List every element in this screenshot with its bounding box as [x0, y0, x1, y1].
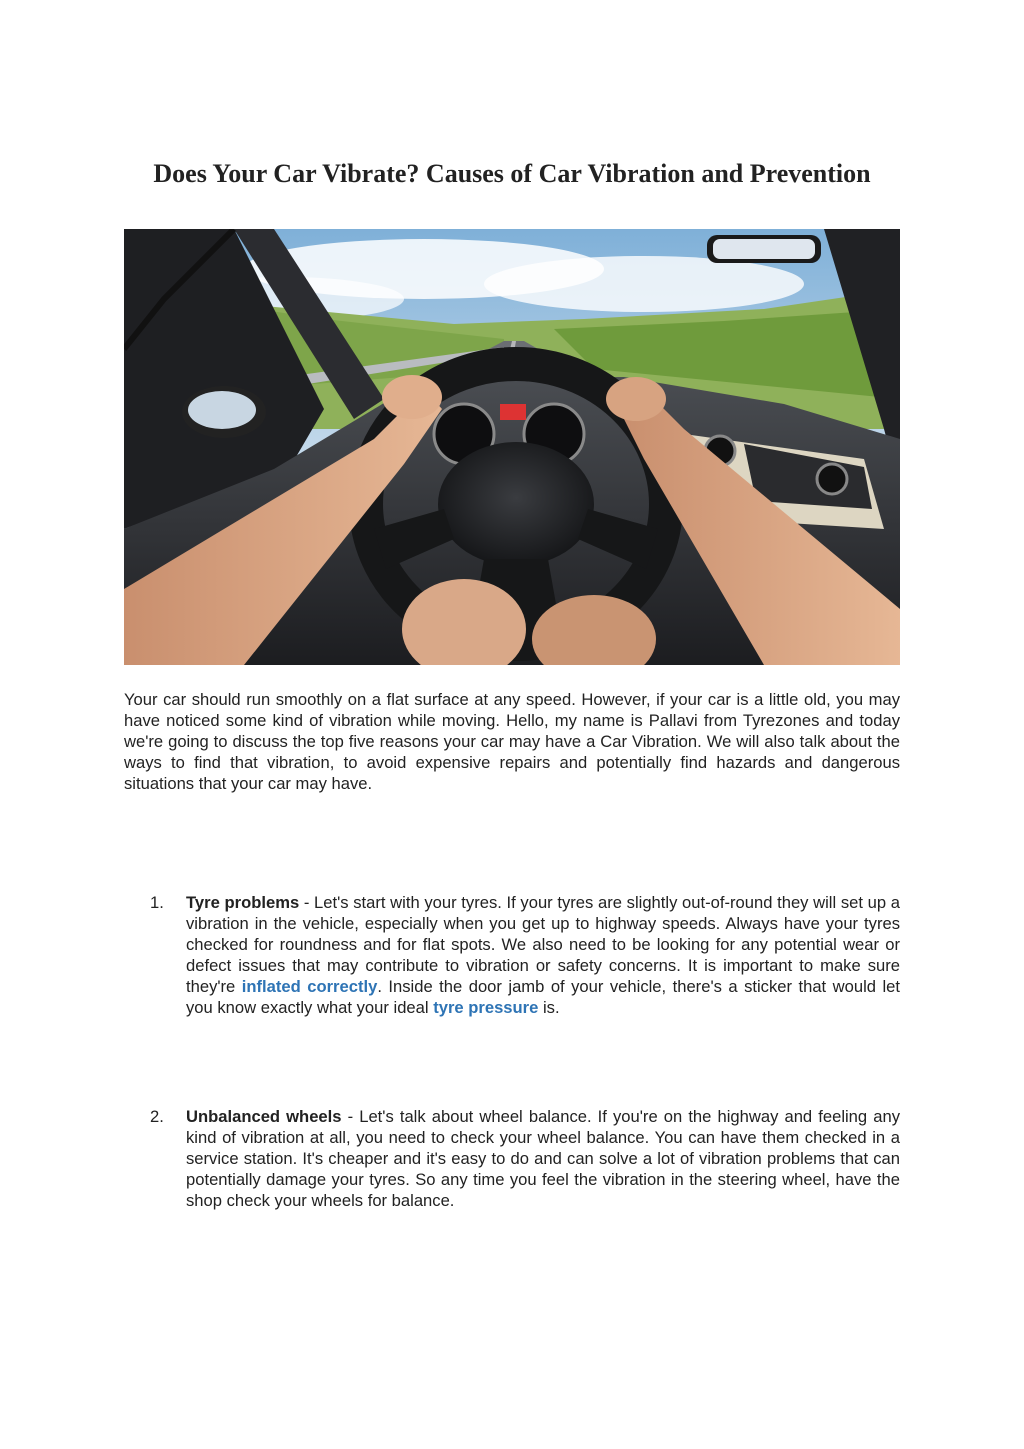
- list-number: 1.: [150, 893, 164, 912]
- list-heading: Tyre problems: [186, 893, 300, 912]
- intro-paragraph: Your car should run smoothly on a flat surface at any speed. However, if your car is a little old, you may have noticed some kind of vibration while moving. Hello, my name is Pallavi from Tyrezones and today we're going to discuss the top five reasons your car may have a Car Vibration. We will also talk about the ways to find that vibration, to avoid expensive repairs and potentially find hazards and dangerous situations that your car may have.: [124, 690, 900, 793]
- list-text: . Inside the door jamb of your vehicle, there's a sticker that would let you know exactly what your ideal: [186, 977, 900, 1017]
- list-item: [150, 1106, 900, 1211]
- list-text: - Let's start with your tyres. If your tyres are slightly out-of-round they will set up a vibration in the vehicle, especially when you get up to highway speeds. Always have your tyres checked for roundness and for flat spots. We also need to be looking for any potential wear or defect issues that may contribute to vibration or safety concerns. It is important to make sure they're: [186, 893, 901, 996]
- list-text: - Let's talk about wheel balance. If you're on the highway and feeling any kind of vibration at all, you need to check your wheel balance. You can have them checked in a service station. It's cheaper and it's easy to do and can solve a lot of vibration problems that can potentially damage your tyres. So any time you feel the vibration in the steering wheel, have the shop check your wheels for balance.: [186, 1107, 900, 1210]
- list-number: 2.: [150, 1107, 164, 1126]
- list-item: [150, 892, 901, 1018]
- tyre-pressure-link[interactable]: tyre pressure: [433, 998, 539, 1017]
- list-heading: Unbalanced wheels: [186, 1107, 342, 1126]
- hero-image: [124, 229, 900, 665]
- list-text: is.: [538, 998, 560, 1017]
- page-title: Does Your Car Vibrate? Causes of Car Vibration and Prevention: [153, 159, 871, 188]
- inflated-correctly-link[interactable]: inflated correctly: [241, 977, 378, 996]
